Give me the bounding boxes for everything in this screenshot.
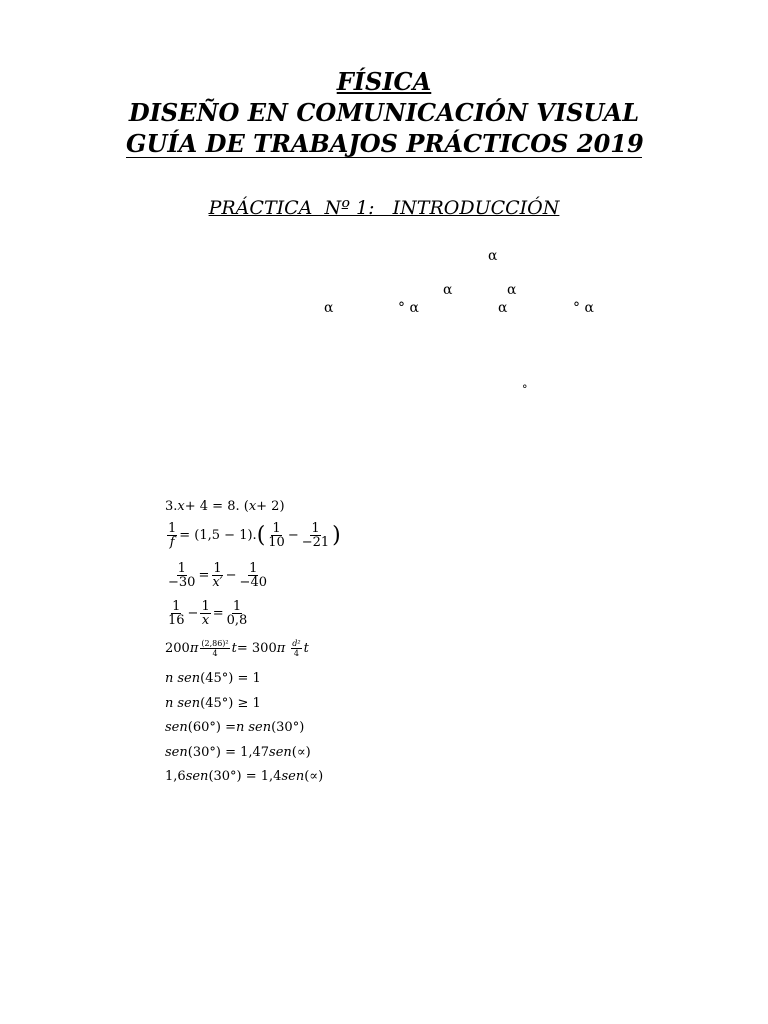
- equation-4: $\frac{1}{16}$ − $\frac{1}{x}$ = $\frac{1}{0,8}$: [168, 599, 248, 628]
- alpha-symbol: α: [324, 300, 334, 316]
- equation-8: sen (60°) = n sen (30°): [165, 720, 305, 735]
- equation-9: sen (30°) = 1,47 sen (∝): [165, 745, 311, 760]
- header-line-career: DISEÑO EN COMUNICACIÓN VISUAL: [128, 98, 640, 127]
- degree-alpha-symbol: ° α: [573, 300, 594, 316]
- degree-symbol: °: [522, 383, 528, 396]
- header-line-fisica: FÍSICA: [336, 67, 432, 96]
- section-title: PRÁCTICA Nº 1: INTRODUCCIÓN: [208, 197, 560, 219]
- equation-6: n sen (45°) = 1: [165, 671, 261, 686]
- alpha-symbol: α: [507, 282, 517, 298]
- alpha-symbol: α: [498, 300, 508, 316]
- equation-5: 200 π $\frac{\text{(2,86)²}}{4}$ t = 300 π $\frac{\text{d²}}{4}$ t: [165, 639, 309, 658]
- equation-2: $\frac{1}{f}$ = (1,5 − 1). ( $\frac{1}{10}$ − $\frac{1}{-21}$ ): [168, 521, 341, 550]
- equation-1: 3. x + 4 = 8. ( x + 2): [165, 499, 285, 514]
- header-underline: [126, 157, 642, 158]
- equation-7: n sen (45°) ≥ 1: [165, 696, 261, 711]
- header-line-guide: GUÍA DE TRABAJOS PRÁCTICOS 2019: [126, 129, 644, 158]
- document-header: [126, 66, 642, 159]
- alpha-symbol: α: [443, 282, 453, 298]
- equation-3: $\frac{1}{-30}$ = $\frac{1}{x'}$ − $\frac{1}{-40}$: [168, 561, 267, 590]
- degree-alpha-symbol: ° α: [398, 300, 419, 316]
- alpha-symbol: α: [488, 248, 498, 264]
- equation-10: 1,6 sen (30°) = 1,4 sen (∝): [165, 769, 324, 784]
